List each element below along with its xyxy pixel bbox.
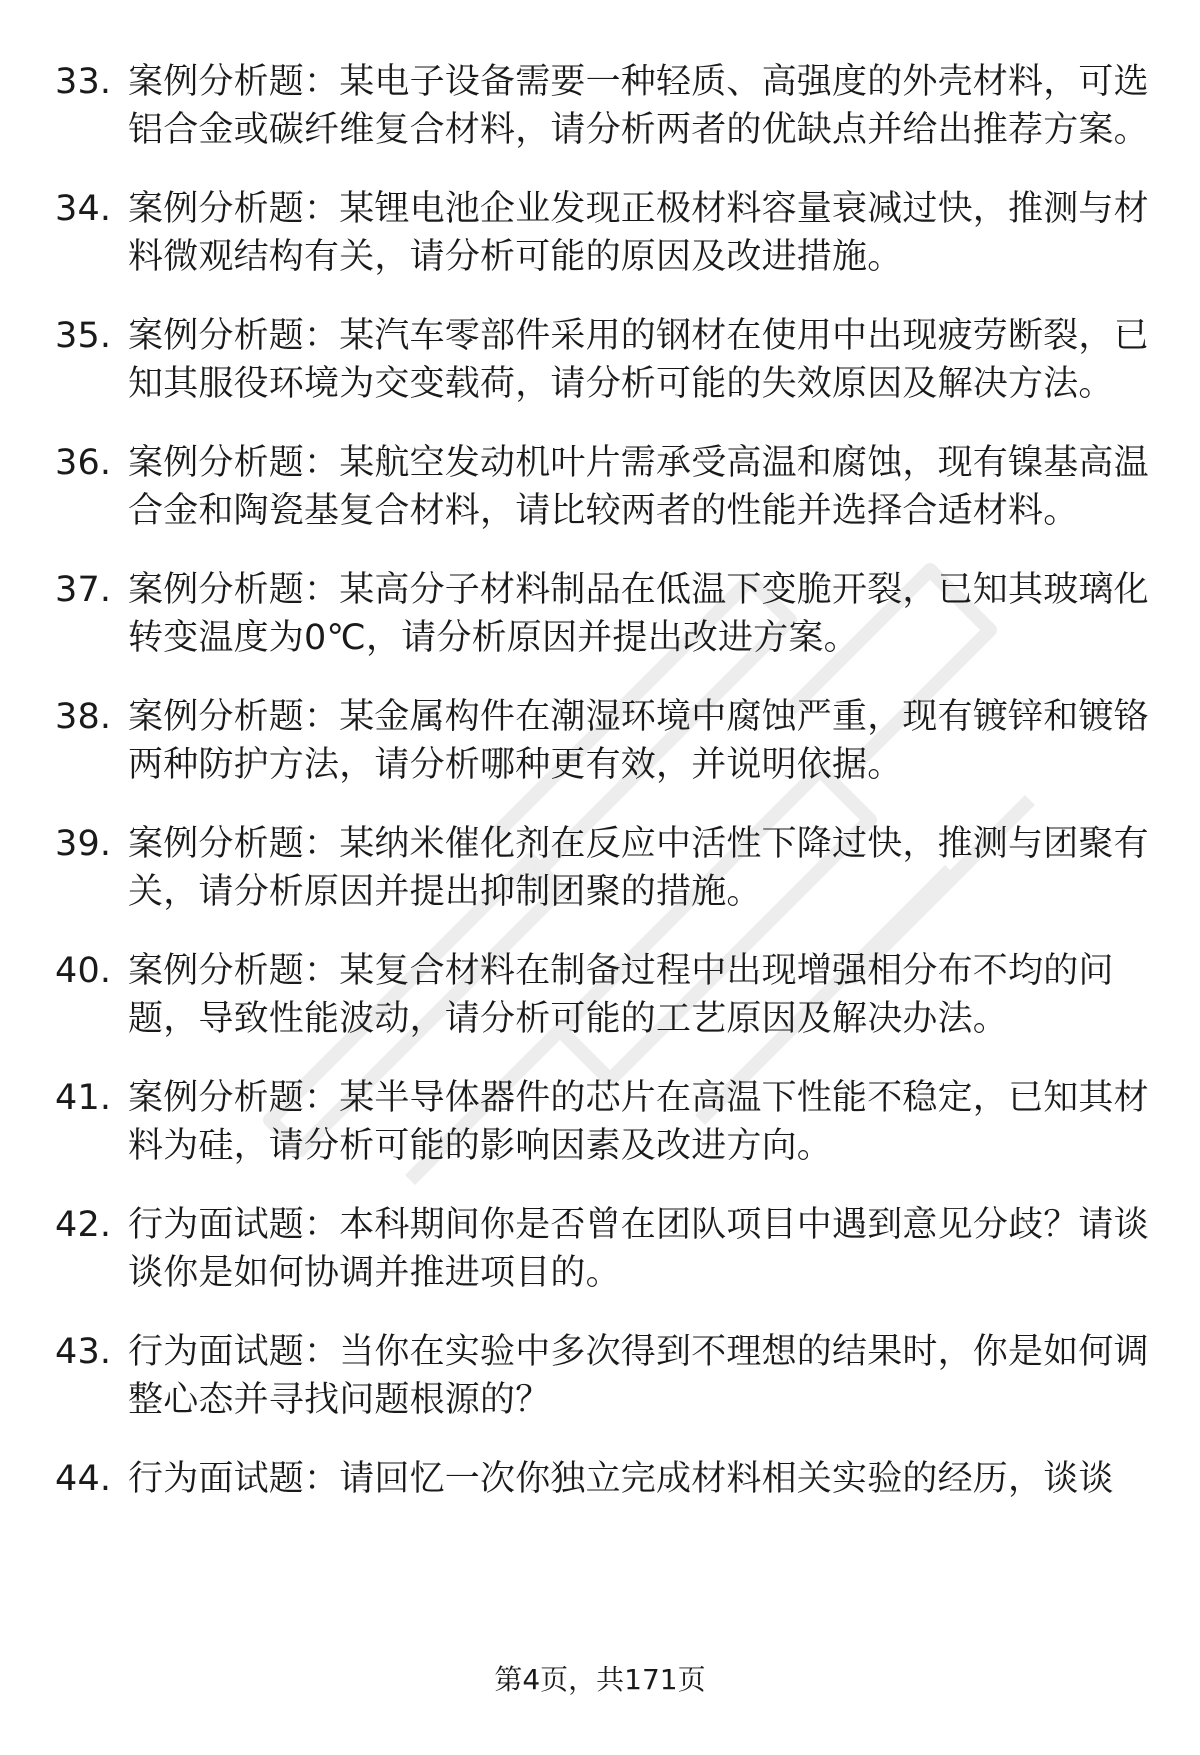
question-item [55,566,1155,662]
question-number: 44. [55,1459,112,1499]
question-item [55,693,1155,789]
question-number: 37. [55,570,112,610]
question-text: 案例分析题：某锂电池企业发现正极材料容量衰减过快，推测与材料微观结构有关，请分析可能的原因及改进措施。 [128,189,1149,277]
question-number: 33. [55,62,112,102]
question-number: 42. [55,1205,112,1245]
question-item [55,820,1155,916]
question-item [55,947,1155,1043]
page-number-footer: 第4页，共171页 [494,1663,706,1696]
question-list [55,58,1155,1534]
question-text: 案例分析题：某纳米催化剂在反应中活性下降过快，推测与团聚有关，请分析原因并提出抑制团聚的措施。 [128,824,1149,912]
question-item [55,1455,1155,1503]
question-item [55,1074,1155,1170]
question-text: 行为面试题：当你在实验中多次得到不理想的结果时，你是如何调整心态并寻找问题根源的？ [128,1332,1149,1420]
question-text: 案例分析题：某航空发动机叶片需承受高温和腐蚀，现有镍基高温合金和陶瓷基复合材料，请比较两者的性能并选择合适材料。 [128,443,1149,531]
question-item [55,439,1155,535]
question-text: 案例分析题：某高分子材料制品在低温下变脆开裂，已知其玻璃化转变温度为0℃，请分析原因并提出改进方案。 [128,570,1149,658]
question-text: 案例分析题：某金属构件在潮湿环境中腐蚀严重，现有镀锌和镀铬两种防护方法，请分析哪种更有效，并说明依据。 [128,697,1149,785]
question-item [55,185,1155,281]
question-text: 案例分析题：某复合材料在制备过程中出现增强相分布不均的问题，导致性能波动，请分析可能的工艺原因及解决办法。 [128,951,1114,1039]
question-item [55,1201,1155,1297]
question-text: 案例分析题：某半导体器件的芯片在高温下性能不稳定，已知其材料为硅，请分析可能的影响因素及改进方向。 [128,1078,1149,1166]
question-number: 38. [55,697,112,737]
question-item [55,58,1155,154]
question-number: 41. [55,1078,112,1118]
question-item [55,1328,1155,1424]
question-text: 案例分析题：某汽车零部件采用的钢材在使用中出现疲劳断裂，已知其服役环境为交变载荷，请分析可能的失效原因及解决方法。 [128,316,1149,404]
question-number: 36. [55,443,112,483]
question-item [55,312,1155,408]
question-text: 行为面试题：本科期间你是否曾在团队项目中遇到意见分歧？请谈谈你是如何协调并推进项目的。 [128,1205,1149,1293]
question-text: 行为面试题：请回忆一次你独立完成材料相关实验的经历，谈谈 [128,1459,1114,1499]
question-number: 40. [55,951,112,991]
question-text: 案例分析题：某电子设备需要一种轻质、高强度的外壳材料，可选铝合金或碳纤维复合材料，请分析两者的优缺点并给出推荐方案。 [128,62,1149,150]
question-number: 43. [55,1332,112,1372]
question-number: 35. [55,316,112,356]
question-number: 39. [55,824,112,864]
question-number: 34. [55,189,112,229]
